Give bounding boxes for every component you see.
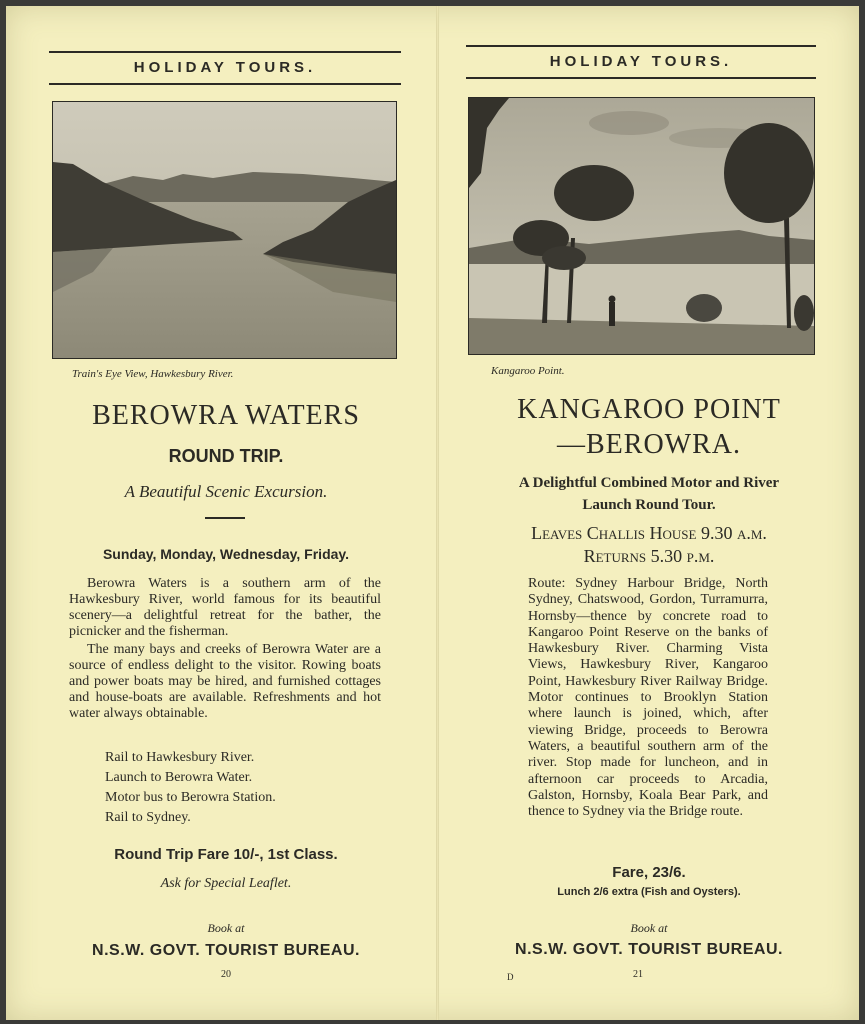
left-title: BEROWRA WATERS [92,400,360,431]
right-header: HOLIDAY TOURS. [549,53,733,70]
left-subtitle: ROUND TRIP. [168,446,284,466]
itinerary-item: Rail to Hawkesbury River. [105,750,255,765]
right-bureau: N.S.W. GOVT. TOURIST BUREAU. [515,941,783,958]
header-rule-top [49,51,401,53]
route-description: Route: Sydney Harbour Bridge, North Sydney, Chatswood, Gordon, Turramurra, Hornsby—thence by concrete road to Kangaroo Point Reserve on the banks of Hawkesbury River. Charming Vista Views, Hawkesbury River, Kangaroo Point, Hawkesbury River Railway Bridge. Motor continues to Brooklyn Station where launch is joined, which, after viewing Bridge, proceeds to Berowra Waters, a beautiful southern arm of the river. Stop made for luncheon, and in afternoon car proceeds to Arcadia, Galston, Hornsby, Koala Bear Park, and thence to Sydney via the Bridge route. [528,576,768,820]
tour-days: Sunday, Monday, Wednesday, Friday. [102,546,350,562]
departure-time: Leaves Challis House 9.30 a.m. [531,523,767,543]
right-page-number: 21 [633,969,643,980]
itinerary-item: Motor bus to Berowra Station. [105,790,276,805]
kangaroo-point-photo [468,97,815,355]
berowra-description [69,576,381,722]
right-photo-caption: Kangaroo Point. [491,365,565,377]
itinerary-item: Launch to Berowra Water. [105,770,253,785]
left-fare: Round Trip Fare 10/-, 1st Class. [114,846,338,863]
right-page [439,6,859,1020]
return-time: Returns 5.30 p.m. [583,546,715,566]
hawkesbury-river-photo [52,101,397,359]
lunch-extra: Lunch 2/6 extra (Fish and Oysters). [557,886,741,898]
left-photo-caption: Train's Eye View, Hawkesbury River. [72,368,234,380]
left-page [6,6,436,1020]
header-rule-top [466,45,816,47]
itinerary-item: Rail to Sydney. [105,810,191,825]
right-title-line2: —BEROWRA. [557,429,741,460]
left-bureau: N.S.W. GOVT. TOURIST BUREAU. [92,942,360,959]
brochure-spread [6,6,859,1020]
right-subtitle-line2: Launch Round Tour. [582,497,716,513]
left-tagline: A Beautiful Scenic Excursion. [124,482,328,501]
special-leaflet-note: Ask for Special Leaflet. [160,876,292,891]
left-header: HOLIDAY TOURS. [133,59,317,76]
description-paragraph-2: The many bays and creeks of Berowra Water are a source of endless delight to the visitor. Rowing boats and power boats may be hired, and furnished cottages and house-boats are available. Refreshments and hot water always obtainable. [69,642,381,721]
left-book-at: Book at [207,921,245,935]
signature-mark: D [507,972,514,982]
right-book-at: Book at [630,921,668,935]
left-page-number: 20 [221,969,231,980]
right-fare: Fare, 23/6. [612,864,686,881]
description-paragraph-1: Berowra Waters is a southern arm of the Hawkesbury River, world famous for its beautiful scenery—a delightful retreat for the bather, the picnicker and the fisherman. [69,576,381,639]
header-rule-bottom [49,83,401,85]
right-title-line1: KANGAROO POINT [517,394,781,425]
header-rule-bottom [466,77,816,79]
right-subtitle-line1: A Delightful Combined Motor and River [518,475,780,491]
section-divider [205,517,245,519]
